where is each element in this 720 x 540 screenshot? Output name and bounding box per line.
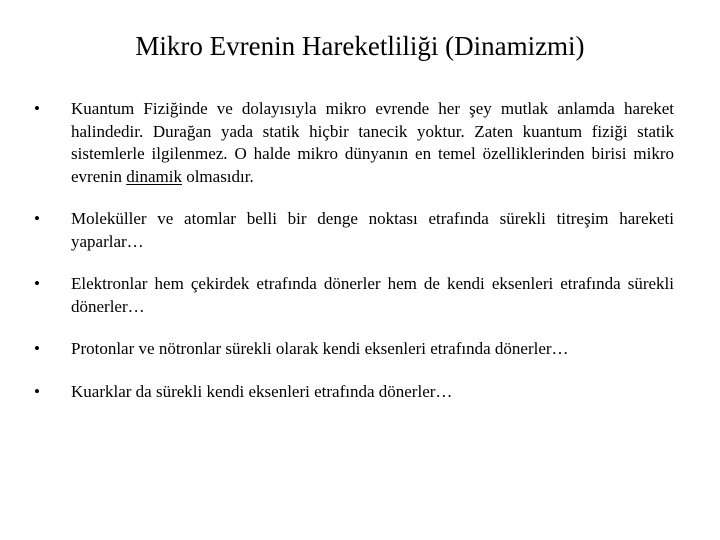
bullet-text: Elektronlar hem çekirdek etrafında dönerler hem de kendi eksenleri etrafında sürekli dönerler…: [71, 274, 674, 316]
underlined-term: dinamik: [126, 166, 182, 186]
bullet-item: [34, 338, 674, 361]
bullet-text-part: olmasıdır.: [181, 166, 254, 186]
slide-title: Mikro Evrenin Hareketliliği (Dinamizmi): [135, 31, 585, 61]
bullet-item: [34, 381, 674, 404]
bullet-text: Protonlar ve nötronlar sürekli olarak kendi eksenleri etrafında dönerler…: [71, 339, 569, 358]
bullet-icon: •: [34, 209, 40, 228]
bullet-item: [34, 98, 674, 188]
bullet-text: [71, 99, 674, 186]
bullet-icon: •: [34, 381, 40, 401]
bullet-text: Moleküller ve atomlar belli bir denge noktası etrafında sürekli titreşim hareketi yaparlar…: [71, 209, 674, 251]
bullet-icon: •: [34, 339, 40, 358]
bullet-icon: •: [34, 274, 40, 293]
bullet-list: [34, 98, 674, 403]
bullet-text-part: Kuantum Fiziğinde ve dolayısıyla mikro evrende her şey mutlak anlamda hareket halindedir. Durağan yada statik hiçbir tanecik yoktur. Zaten kuantum fiziği statik sistemlerle ilgilenmez. O halde mikro dünyanın en temel özelliklerinden birisi mikro evrenin: [71, 99, 674, 186]
bullet-icon: •: [34, 99, 40, 118]
bullet-item: [34, 208, 674, 253]
bullet-text: Kuarklar da sürekli kendi eksenleri etrafında dönerler…: [71, 381, 453, 401]
bullet-item: [34, 273, 674, 318]
